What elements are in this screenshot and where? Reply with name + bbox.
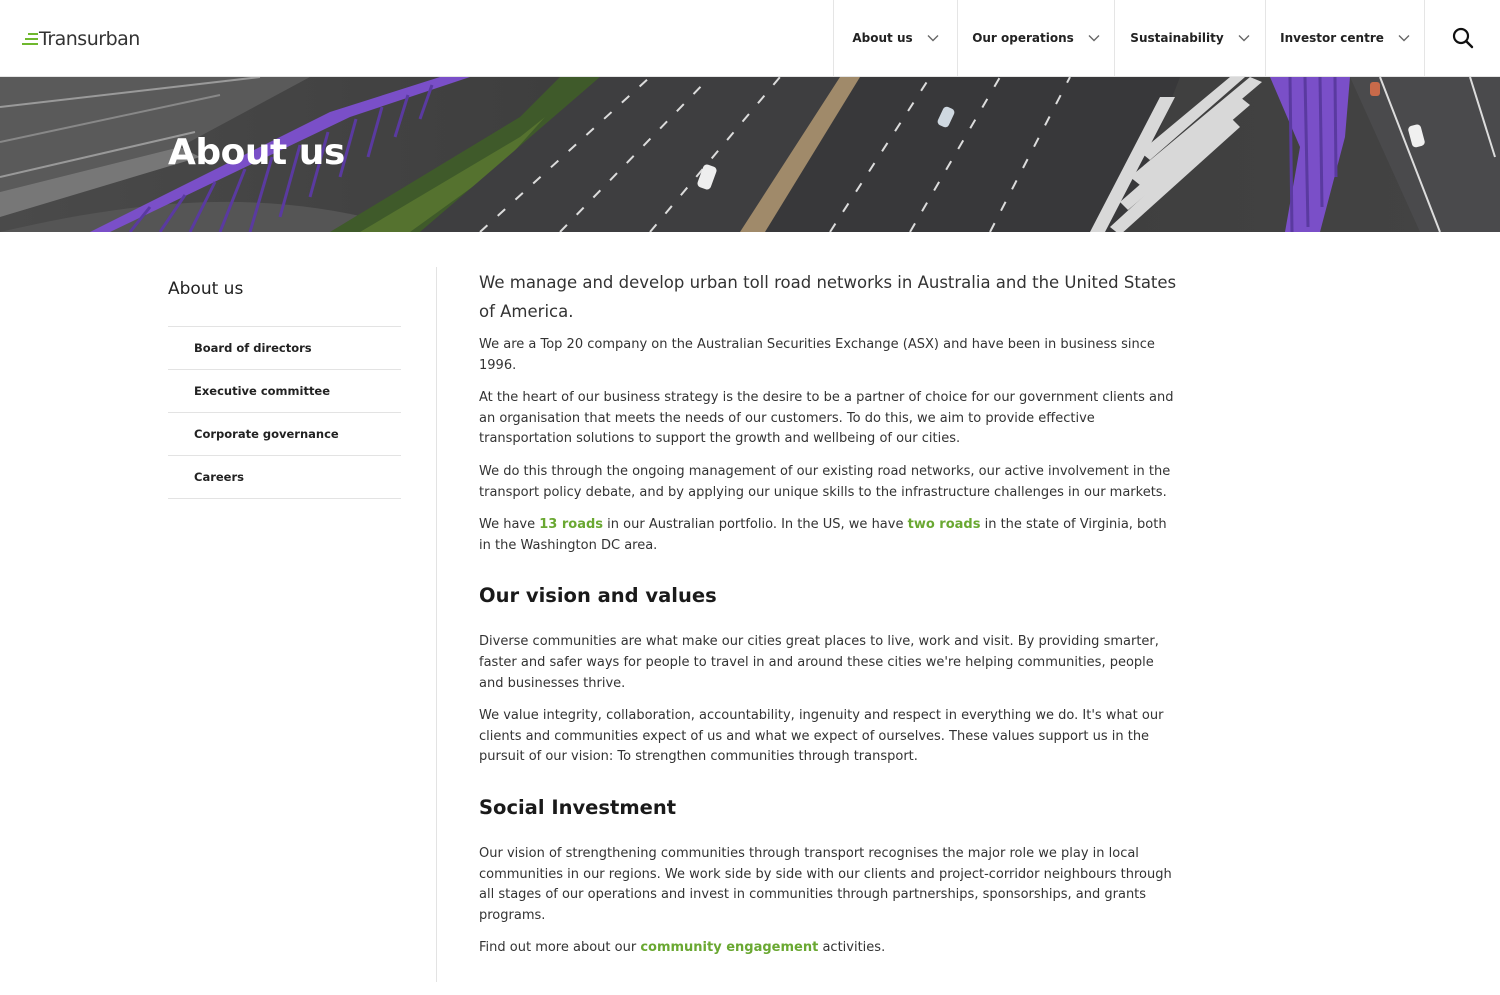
sidebar-title: About us (168, 268, 401, 327)
sidebar-item-careers[interactable] (168, 456, 401, 499)
main-content (479, 268, 1179, 971)
nav-label: Sustainability (1130, 31, 1224, 45)
chevron-down-icon (927, 34, 939, 42)
page-title: About us (168, 132, 345, 173)
sidebar-item-label: Board of directors (194, 341, 312, 355)
paragraph-vision-2: We value integrity, collaboration, accountability, ingenuity and respect in everything we do. It's what our clients and communities expect of us and what we expect of ourselves. These values support us in the pursuit of our vision: To strengthen communities through transport. (479, 708, 1164, 765)
heading-social-investment: Social Investment (479, 795, 677, 819)
nav-our-operations[interactable] (957, 0, 1114, 76)
search-icon (1452, 27, 1474, 49)
paragraph-social-2 (479, 938, 1179, 959)
paragraph-social-1: Our vision of strengthening communities through transport recognises the major role we play in local communities in our regions. We work side by side with our clients and project-corridor neighbours through all stages of our operations and invest in communities through partnerships, sponsorships, and grants programs. (479, 845, 1172, 923)
logo-text: Transurban (39, 28, 140, 50)
paragraph-management: We do this through the ongoing management of our existing road networks, our active involvement in the transport policy debate, and by applying our unique skills to the infrastructure challenges in our markets. (479, 463, 1171, 500)
text: activities. (818, 940, 886, 956)
nav-label: Our operations (972, 31, 1074, 45)
transurban-logo[interactable] (22, 26, 140, 52)
sidebar-item-executive-committee[interactable] (168, 370, 401, 413)
search-button[interactable] (1424, 0, 1500, 76)
sidebar-item-board-of-directors[interactable] (168, 327, 401, 370)
paragraph-roads (479, 515, 1179, 556)
content-divider (436, 267, 437, 982)
text: in the state of Virginia, both in the Washington DC area. (479, 517, 1167, 553)
text: We have (479, 517, 540, 533)
intro-lead: We manage and develop urban toll road networks in Australia and the United States of America. (479, 273, 1177, 321)
nav-label: Investor centre (1280, 31, 1384, 45)
link-two-roads[interactable]: two roads (907, 517, 981, 533)
hero-banner (0, 77, 1500, 232)
paragraph-vision-1: Diverse communities are what make our cities great places to live, work and visit. By providing smarter, faster and safer ways for people to travel in and around these cities we're helping communities, people and businesses thrive. (479, 634, 1159, 691)
paragraph-asx: We are a Top 20 company on the Australian Securities Exchange (ASX) and have been in business since 1996. (479, 337, 1155, 373)
sidebar-item-label: Executive committee (194, 384, 331, 398)
nav-about-us[interactable] (833, 0, 957, 76)
link-13-roads[interactable]: 13 roads (539, 517, 604, 533)
sidebar-item-label: Corporate governance (194, 427, 339, 441)
nav-sustainability[interactable] (1114, 0, 1265, 76)
nav-label: About us (852, 31, 913, 45)
heading-vision-values: Our vision and values (479, 584, 717, 608)
link-community-engagement[interactable]: community engagement (640, 940, 819, 956)
sidebar-item-corporate-governance[interactable] (168, 413, 401, 456)
main-nav (833, 0, 1500, 76)
chevron-down-icon (1238, 34, 1250, 42)
logo-lines-icon (22, 32, 38, 46)
text: Find out more about our (479, 940, 641, 956)
text: in our Australian portfolio. In the US, we have (603, 517, 908, 533)
sidebar-item-label: Careers (194, 470, 244, 484)
nav-investor-centre[interactable] (1265, 0, 1424, 76)
site-header (0, 0, 1500, 77)
paragraph-strategy: At the heart of our business strategy is the desire to be a partner of choice for our government clients and an organisation that meets the needs of our customers. To do this, we aim to provide effective transportation solutions to support the growth and wellbeing of our cities. (479, 390, 1174, 447)
sidebar-nav (168, 268, 401, 499)
chevron-down-icon (1088, 34, 1100, 42)
chevron-down-icon (1398, 34, 1410, 42)
